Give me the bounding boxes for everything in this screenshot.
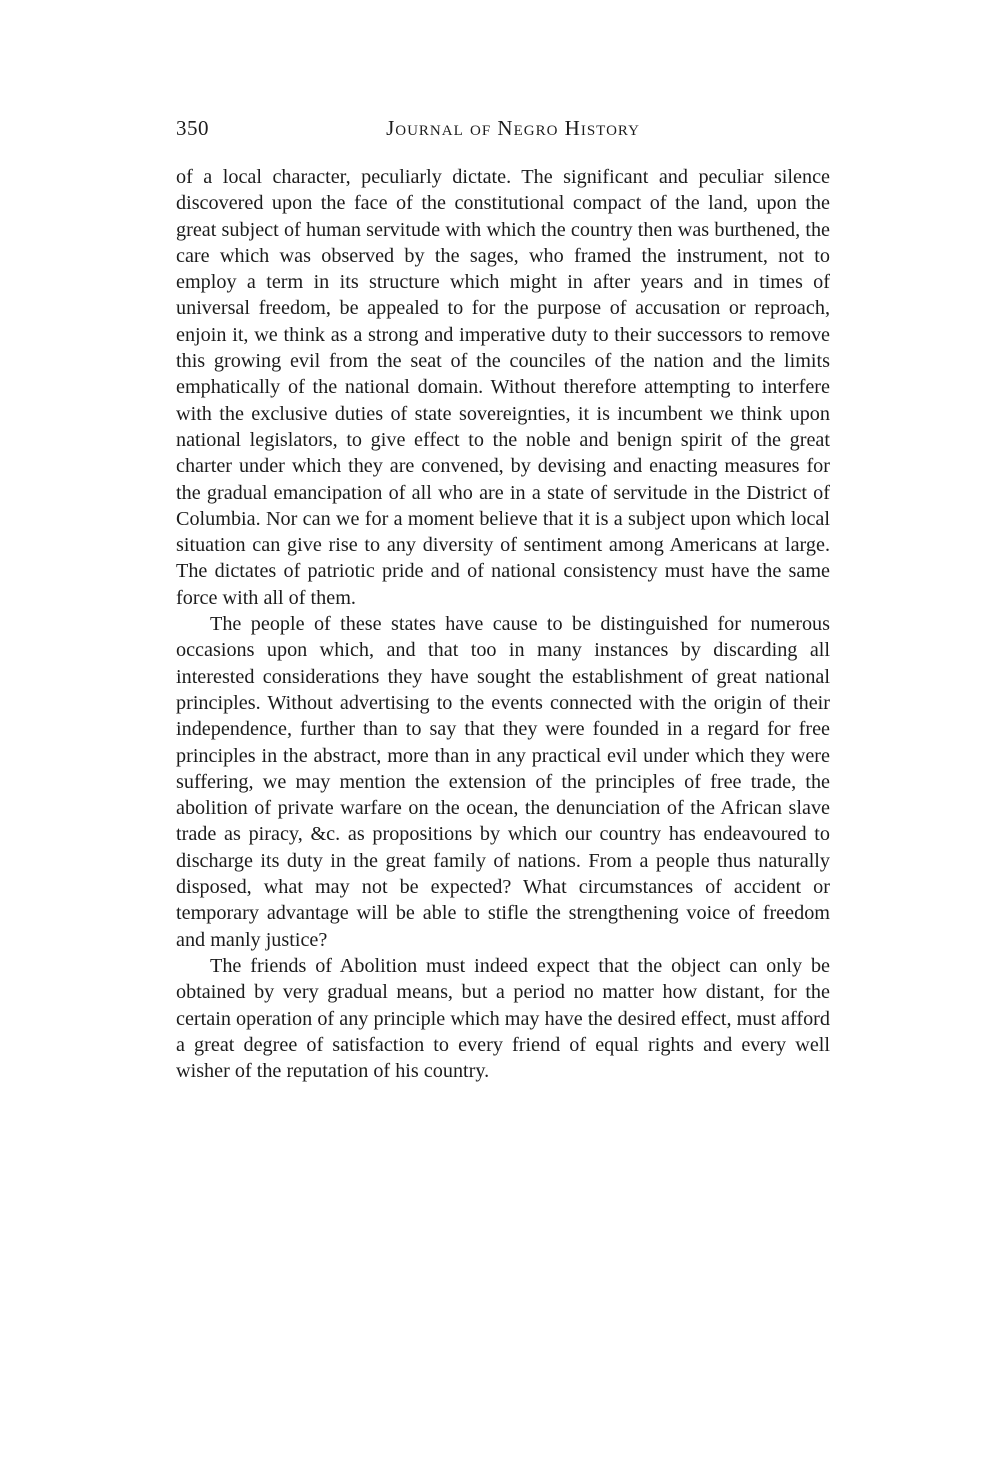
running-head: Journal of Negro History [386, 116, 640, 140]
paragraph-2: The people of these states have cause to be distinguished for numerous occasions upon which, and that too in many instances by discarding all interested considerations they have sought the establishment of great national principles. Without advertising to the events connected with the origin of their independence, further than to say that they were founded in a regard for free principles in the abstract, more than in any practical evil under which they were suffering, we may mention the extension of the principles of free trade, the abolition of private warfare on the ocean, the denunciation of the African slave trade as piracy, &c. as propositions by which our country has endeavoured to discharge its duty in the great family of nations. From a people thus naturally disposed, what may not be expected? What circumstances of accident or temporary advantage will be able to stifle the strengthening voice of freedom and manly justice? [176, 613, 830, 951]
paragraph-3: The friends of Abolition must indeed expect that the object can only be obtained by very gradual means, but a period no matter how distant, for the certain operation of any principle which may have the desired effect, must afford a great degree of satisfaction to every friend of equal rights and every well wisher of the reputation of his country. [176, 954, 830, 1083]
paragraph-1: of a local character, peculiarly dictate. The significant and peculiar silence discovered upon the face of the constitutional compact of the land, upon the great subject of human servitude with which the country then was burthened, the care which was observed by the sages, who framed the instrument, not to employ a term in its structure which might in after years and in times of universal freedom, be appealed to for the purpose of accusation or reproach, enjoin it, we think as a strong and imperative duty to their successors to remove this growing evil from the seat of the counciles of the nation and the limits emphatically of the national domain. Without therefore attempting to interfere with the exclusive duties of state sovereignties, it is incumbent we think upon national legislators, to give effect to the noble and benign spirit of the great charter under which they are convened, by devising and enacting measures for the gradual emancipation of all who are in a state of servitude in the District of Columbia. Nor can we for a moment believe that it is a subject upon which local situation can give rise to any diversity of sentiment among Americans at large. The dictates of patriotic pride and of national consistency must have the same force with all of them. [176, 166, 830, 609]
page-header [176, 116, 830, 146]
page-number: 350 [176, 116, 209, 140]
body-text [176, 164, 830, 1084]
